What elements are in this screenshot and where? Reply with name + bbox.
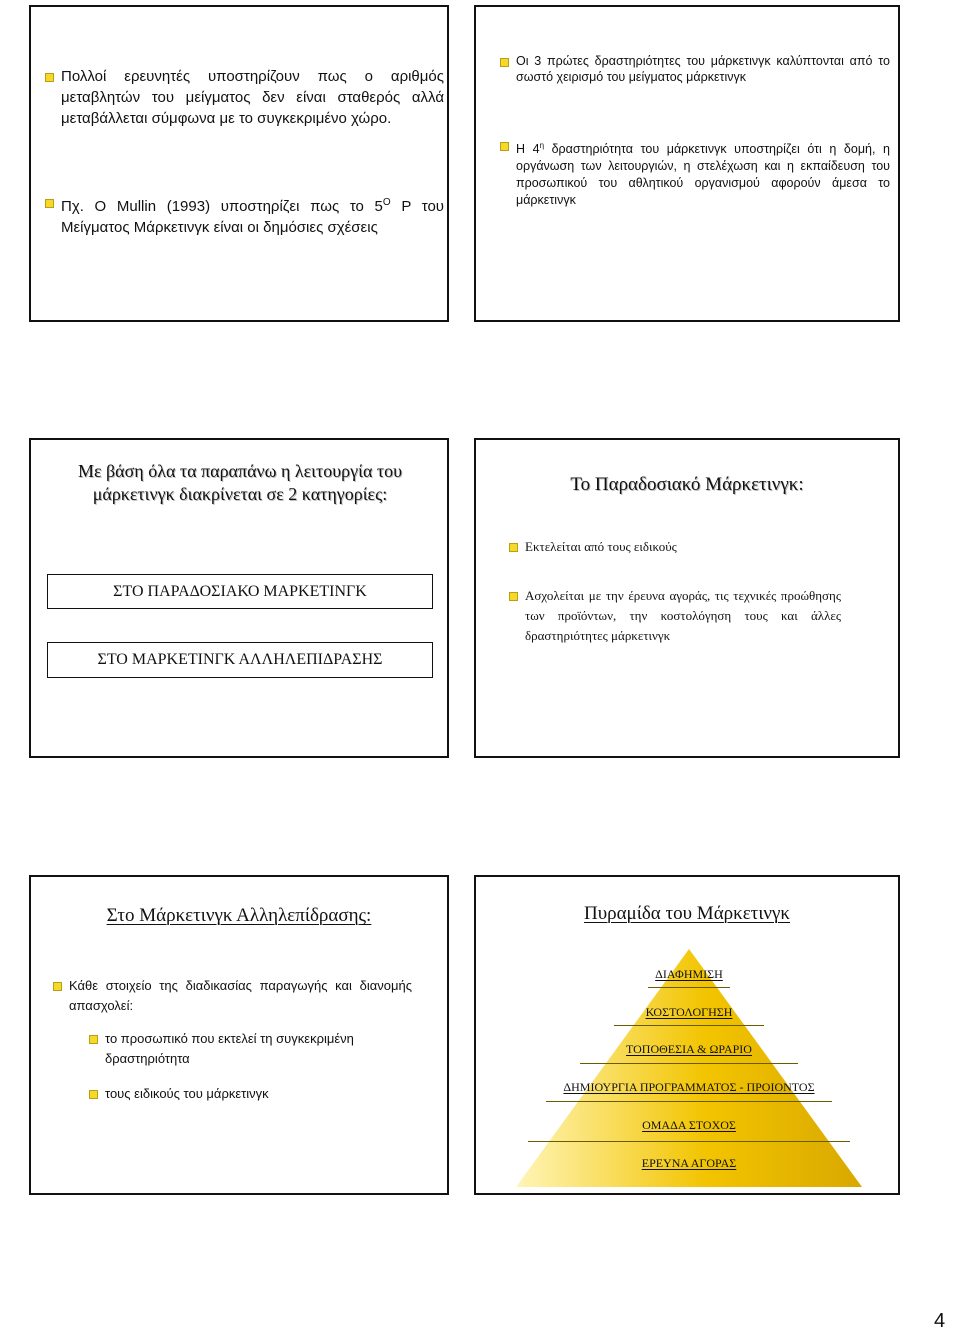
pyramid-level-label: ΚΟΣΤΟΛΟΓΗΣΗ [645, 1005, 733, 1019]
bullet-icon [509, 592, 518, 601]
category-box: ΣΤΟ ΠΑΡΑΔΟΣΙΑΚΟ ΜΑΡΚΕΤΙΝΓΚ [47, 574, 433, 609]
bullet-text: Ρ του Μείγματος Μάρκετινγκ είναι οι δημόσιες σχέσεις [61, 198, 445, 236]
bullet-icon [500, 58, 509, 67]
bullet-text: Οι 3 πρώτες δραστηριότητες του μάρκετινγκ καλύπτονται από το σωστό χειρισμό του μείγματος μάρκετινγκ [516, 54, 890, 84]
bullet-icon [89, 1035, 98, 1044]
pyramid-divider [648, 987, 730, 988]
pyramid-level-label: ΟΜΑΔΑ ΣΤΟΧΟΣ [642, 1118, 736, 1132]
bullet-item [45, 66, 444, 129]
slide-1 [29, 5, 449, 322]
slide-title: Στο Μάρκετινγκ Αλληλεπίδρασης: [106, 905, 372, 926]
page-number: 4 [934, 1310, 946, 1332]
bullet-text: Εκτελείται από τους ειδικούς [525, 539, 677, 554]
bullet-icon [45, 199, 54, 208]
pyramid-divider [580, 1063, 798, 1064]
slide-title: Πυραμίδα του Μάρκετινγκ [583, 903, 790, 924]
bullet-text: Ασχολείται με την έρευνα αγοράς, τις τεχνικές προώθησης των προϊόντων, την κοστολόγηση τους και άλλες δραστηριότητες μάρκετινγκ [525, 588, 841, 643]
marketing-pyramid [516, 949, 862, 1187]
bullet-item [509, 538, 885, 555]
bullet-item [500, 53, 890, 85]
pyramid-level-label: ΔΗΜΙΟΥΡΓΙΑ ΠΡΟΓΡΑΜΜΑΤΟΣ - ΠΡΟΙΟΝΤΟΣ [563, 1080, 815, 1094]
pyramid-level-label: ΕΡΕΥΝΑ ΑΓΟΡΑΣ [641, 1156, 737, 1170]
bullet-text: Πχ. Ο Mullin (1993) υποστηρίζει πως το 5 [61, 198, 383, 215]
bullet-text: τους ειδικούς του μάρκετινγκ [105, 1086, 269, 1101]
slide-6 [474, 875, 900, 1195]
bullet-icon [89, 1090, 98, 1099]
slide-3 [29, 438, 449, 758]
sub-bullet-item [89, 1084, 425, 1104]
bullet-text: Κάθε στοιχείο της διαδικασίας παραγωγής και διανομής απασχολεί: [69, 978, 412, 1013]
superscript: η [539, 141, 545, 150]
category-box: ΣΤΟ ΜΑΡΚΕΤΙΝΓΚ ΑΛΛΗΛΕΠΙΔΡΑΣΗΣ [47, 642, 433, 678]
slide-title: Το Παραδοσιακό Μάρκετινγκ: [570, 474, 804, 495]
bullet-text: το προσωπικό που εκτελεί τη συγκεκριμένη δραστηριότητα [105, 1031, 354, 1066]
superscript: Ο [382, 197, 391, 208]
bullet-text: Η 4 [516, 142, 540, 157]
bullet-item [500, 137, 890, 209]
pyramid-shape [516, 949, 862, 1187]
bullet-icon [509, 543, 518, 552]
pyramid-divider [614, 1025, 764, 1026]
sub-bullet-item [89, 1029, 425, 1069]
bullet-item [45, 192, 444, 238]
bullet-icon [53, 982, 62, 991]
bullet-item [509, 586, 841, 646]
bullet-item [53, 976, 412, 1016]
slide-title: Με βάση όλα τα παραπάνω η λειτουργία του μάρκετινγκ διακρίνεται σε 2 κατηγορίες: [77, 461, 403, 504]
bullet-icon [45, 73, 54, 82]
pyramid-level-label: ΤΟΠΟΘΕΣΙΑ & ΩΡΑΡΙΟ [626, 1042, 752, 1056]
pyramid-level-label: ΔΙΑΦΗΜΙΣΗ [655, 967, 723, 981]
bullet-text: δραστηριότητα του μάρκετινγκ υποστηρίζει ότι η δομή, η οργάνωση των λειτουργιών, η στελέχωση και η εκπαίδευση του προσωπικού του αθλητικού οργανισμού αφορούν άμεσα το μάρκετινγκ [516, 142, 890, 208]
slide-2 [474, 5, 900, 322]
slide-4 [474, 438, 900, 758]
pyramid-divider [546, 1101, 832, 1102]
slide-5 [29, 875, 449, 1195]
pyramid-divider [528, 1141, 850, 1142]
bullet-icon [500, 142, 509, 151]
bullet-text: Πολλοί ερευνητές υποστηρίζουν πως ο αριθμός μεταβλητών του μείγματος δεν είναι σταθερός αλλά μεταβάλλεται σύμφωνα με το συγκεκριμένο χώρο. [61, 68, 444, 127]
